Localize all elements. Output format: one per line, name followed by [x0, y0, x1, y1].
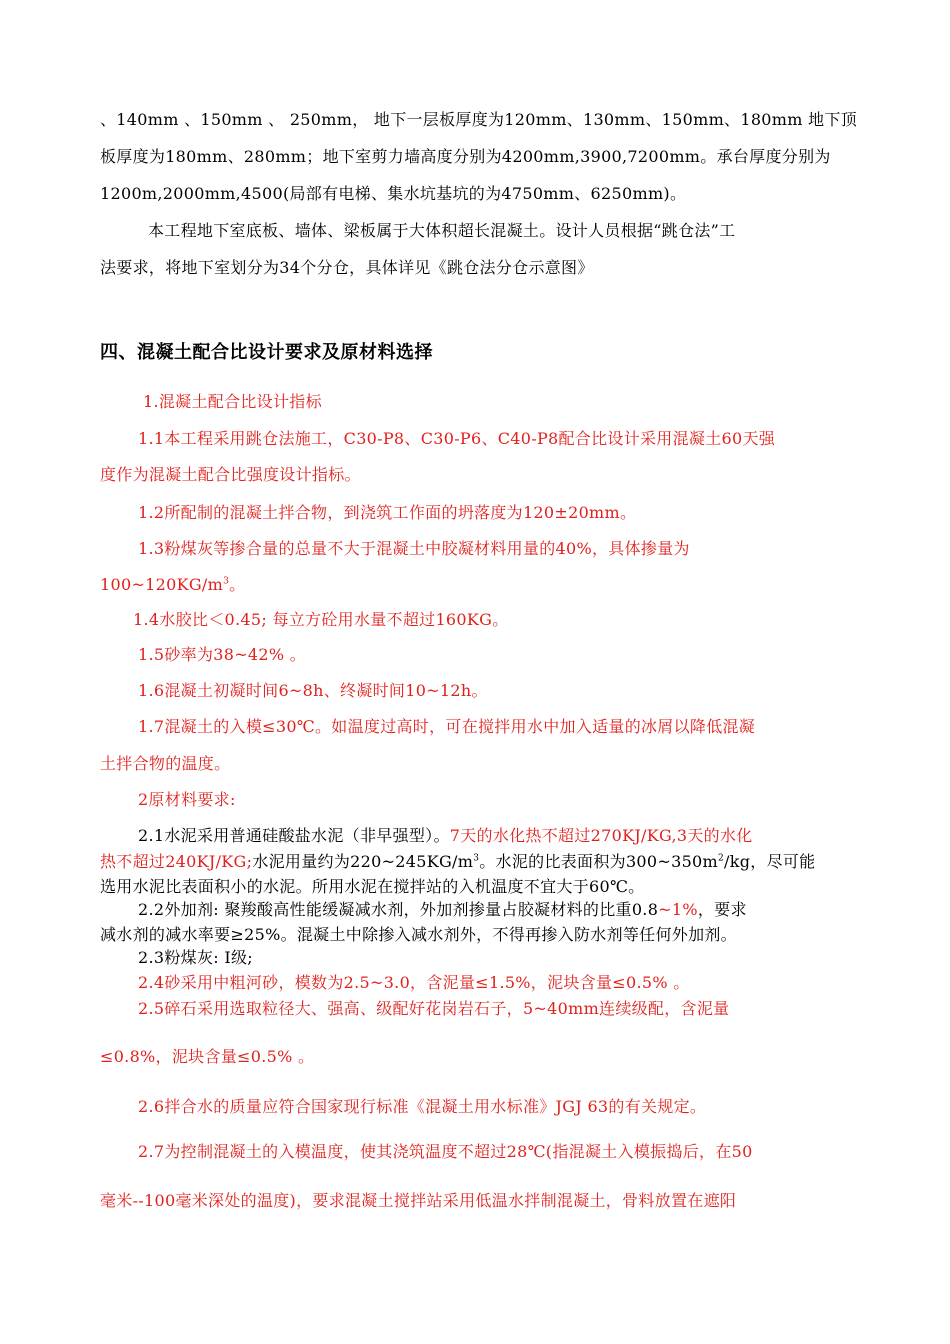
- line-text: 7天的水化热不超过270KJ/KG,3天的水化: [449, 826, 753, 845]
- paragraph-line: 1.6混凝土初凝时间6~8h、终凝时间10~12h。: [138, 681, 488, 700]
- paragraph-line: 法要求，将地下室划分为34个分仓，具体详见《跳仓法分仓示意图》: [100, 258, 594, 277]
- paragraph-line: 2.5碎石采用选取粒径大、强高、级配好花岗岩石子，5~40mm连续级配，含泥量: [138, 999, 730, 1018]
- paragraph-line: 、140mm 、150mm 、 250mm， 地下一层板厚度为120mm、130mm、150mm、180mm 地下顶: [100, 110, 858, 129]
- paragraph-line: 2.7为控制混凝土的入模温度，使其浇筑温度不超过28℃(指混凝土入模振捣后，在50: [138, 1142, 753, 1161]
- paragraph-line: 毫米--100毫米深处的温度)，要求混凝土搅拌站采用低温水拌制混凝土，骨料放置在遮阳: [100, 1191, 737, 1210]
- paragraph-line: 1.1本工程采用跳仓法施工，C30-P8、C30-P6、C40-P8配合比设计采用混凝土60天强: [138, 429, 776, 448]
- paragraph-line: 减水剂的减水率要≥25%。混凝土中除掺入减水剂外，不得再掺入防水剂等任何外加剂。: [100, 925, 737, 944]
- line-text: 。水泥的比表面积为300~350m: [479, 852, 719, 871]
- paragraph-line: 土拌合物的温度。: [100, 754, 231, 773]
- line-text: 。: [229, 575, 246, 594]
- paragraph-line: 1.3粉煤灰等掺合量的总量不大于混凝土中胶凝材料用量的40%，具体掺量为: [138, 539, 690, 558]
- subsection-title: 2原材料要求:: [138, 790, 236, 809]
- paragraph-line: ≤0.8%，泥块含量≤0.5% 。: [100, 1047, 315, 1066]
- superscript: 3: [223, 576, 230, 587]
- paragraph-line: 1200m,2000mm,4500(局部有电梯、集水坑基坑的为4750mm、6250mm)。: [100, 184, 687, 203]
- superscript: 2: [718, 853, 725, 864]
- paragraph-line: 度作为混凝土配合比强度设计指标。: [100, 465, 361, 484]
- line-text: 100~120KG/m: [100, 575, 224, 594]
- line-text: ，要求: [697, 900, 747, 919]
- paragraph-line: [100, 851, 815, 873]
- paragraph-line: 本工程地下室底板、墙体、梁板属于大体积超长混凝土。设计人员根据“跳仓法”工: [148, 221, 736, 240]
- line-text: ~1%: [658, 900, 698, 919]
- paragraph-line: 1.4水胶比＜0.45; 每立方砼用水量不超过160KG。: [133, 610, 509, 629]
- paragraph-line: [100, 574, 245, 596]
- line-text: /kg，尽可能: [724, 852, 816, 871]
- line-text: 热不超过240KJ/KG;: [100, 852, 253, 871]
- paragraph-line: 1.7混凝土的入模≤30℃。如温度过高时，可在搅拌用水中加入适量的冰屑以降低混凝: [138, 717, 756, 736]
- paragraph-line: 1.5砂率为38~42% 。: [138, 645, 307, 664]
- paragraph-line: 选用水泥比表面积小的水泥。所用水泥在搅拌站的入机温度不宜大于60℃。: [100, 877, 645, 896]
- paragraph-line: 板厚度为180mm、280mm；地下室剪力墙高度分别为4200mm,3900,7200mm。承台厚度分别为: [100, 147, 831, 166]
- line-text: 2.1水泥采用普通硅酸盐水泥（非早强型）。: [138, 826, 450, 845]
- paragraph-line: 2.3粉煤灰: Ⅰ级;: [138, 948, 253, 967]
- paragraph-line: 1.2所配制的混凝土拌合物，到浇筑工作面的坍落度为120±20mm。: [138, 503, 637, 522]
- line-text: 水泥用量约为220~245KG/m: [252, 852, 474, 871]
- section-heading: 四、混凝土配合比设计要求及原材料选择: [100, 342, 433, 363]
- line-text: 2.2外加剂: 聚羧酸高性能缓凝减水剂，外加剂掺量占胶凝材料的比重0.8: [138, 900, 659, 919]
- superscript: 3: [473, 853, 480, 864]
- paragraph-line: 2.4砂采用中粗河砂，模数为2.5~3.0，含泥量≤1.5%，泥块含量≤0.5% 。: [138, 973, 690, 992]
- paragraph-line: [138, 825, 753, 847]
- paragraph-line: 2.6拌合水的质量应符合国家现行标准《混凝土用水标准》JGJ 63的有关规定。: [138, 1097, 707, 1116]
- paragraph-line: [138, 899, 747, 921]
- subsection-title: 1.混凝土配合比设计指标: [143, 392, 322, 411]
